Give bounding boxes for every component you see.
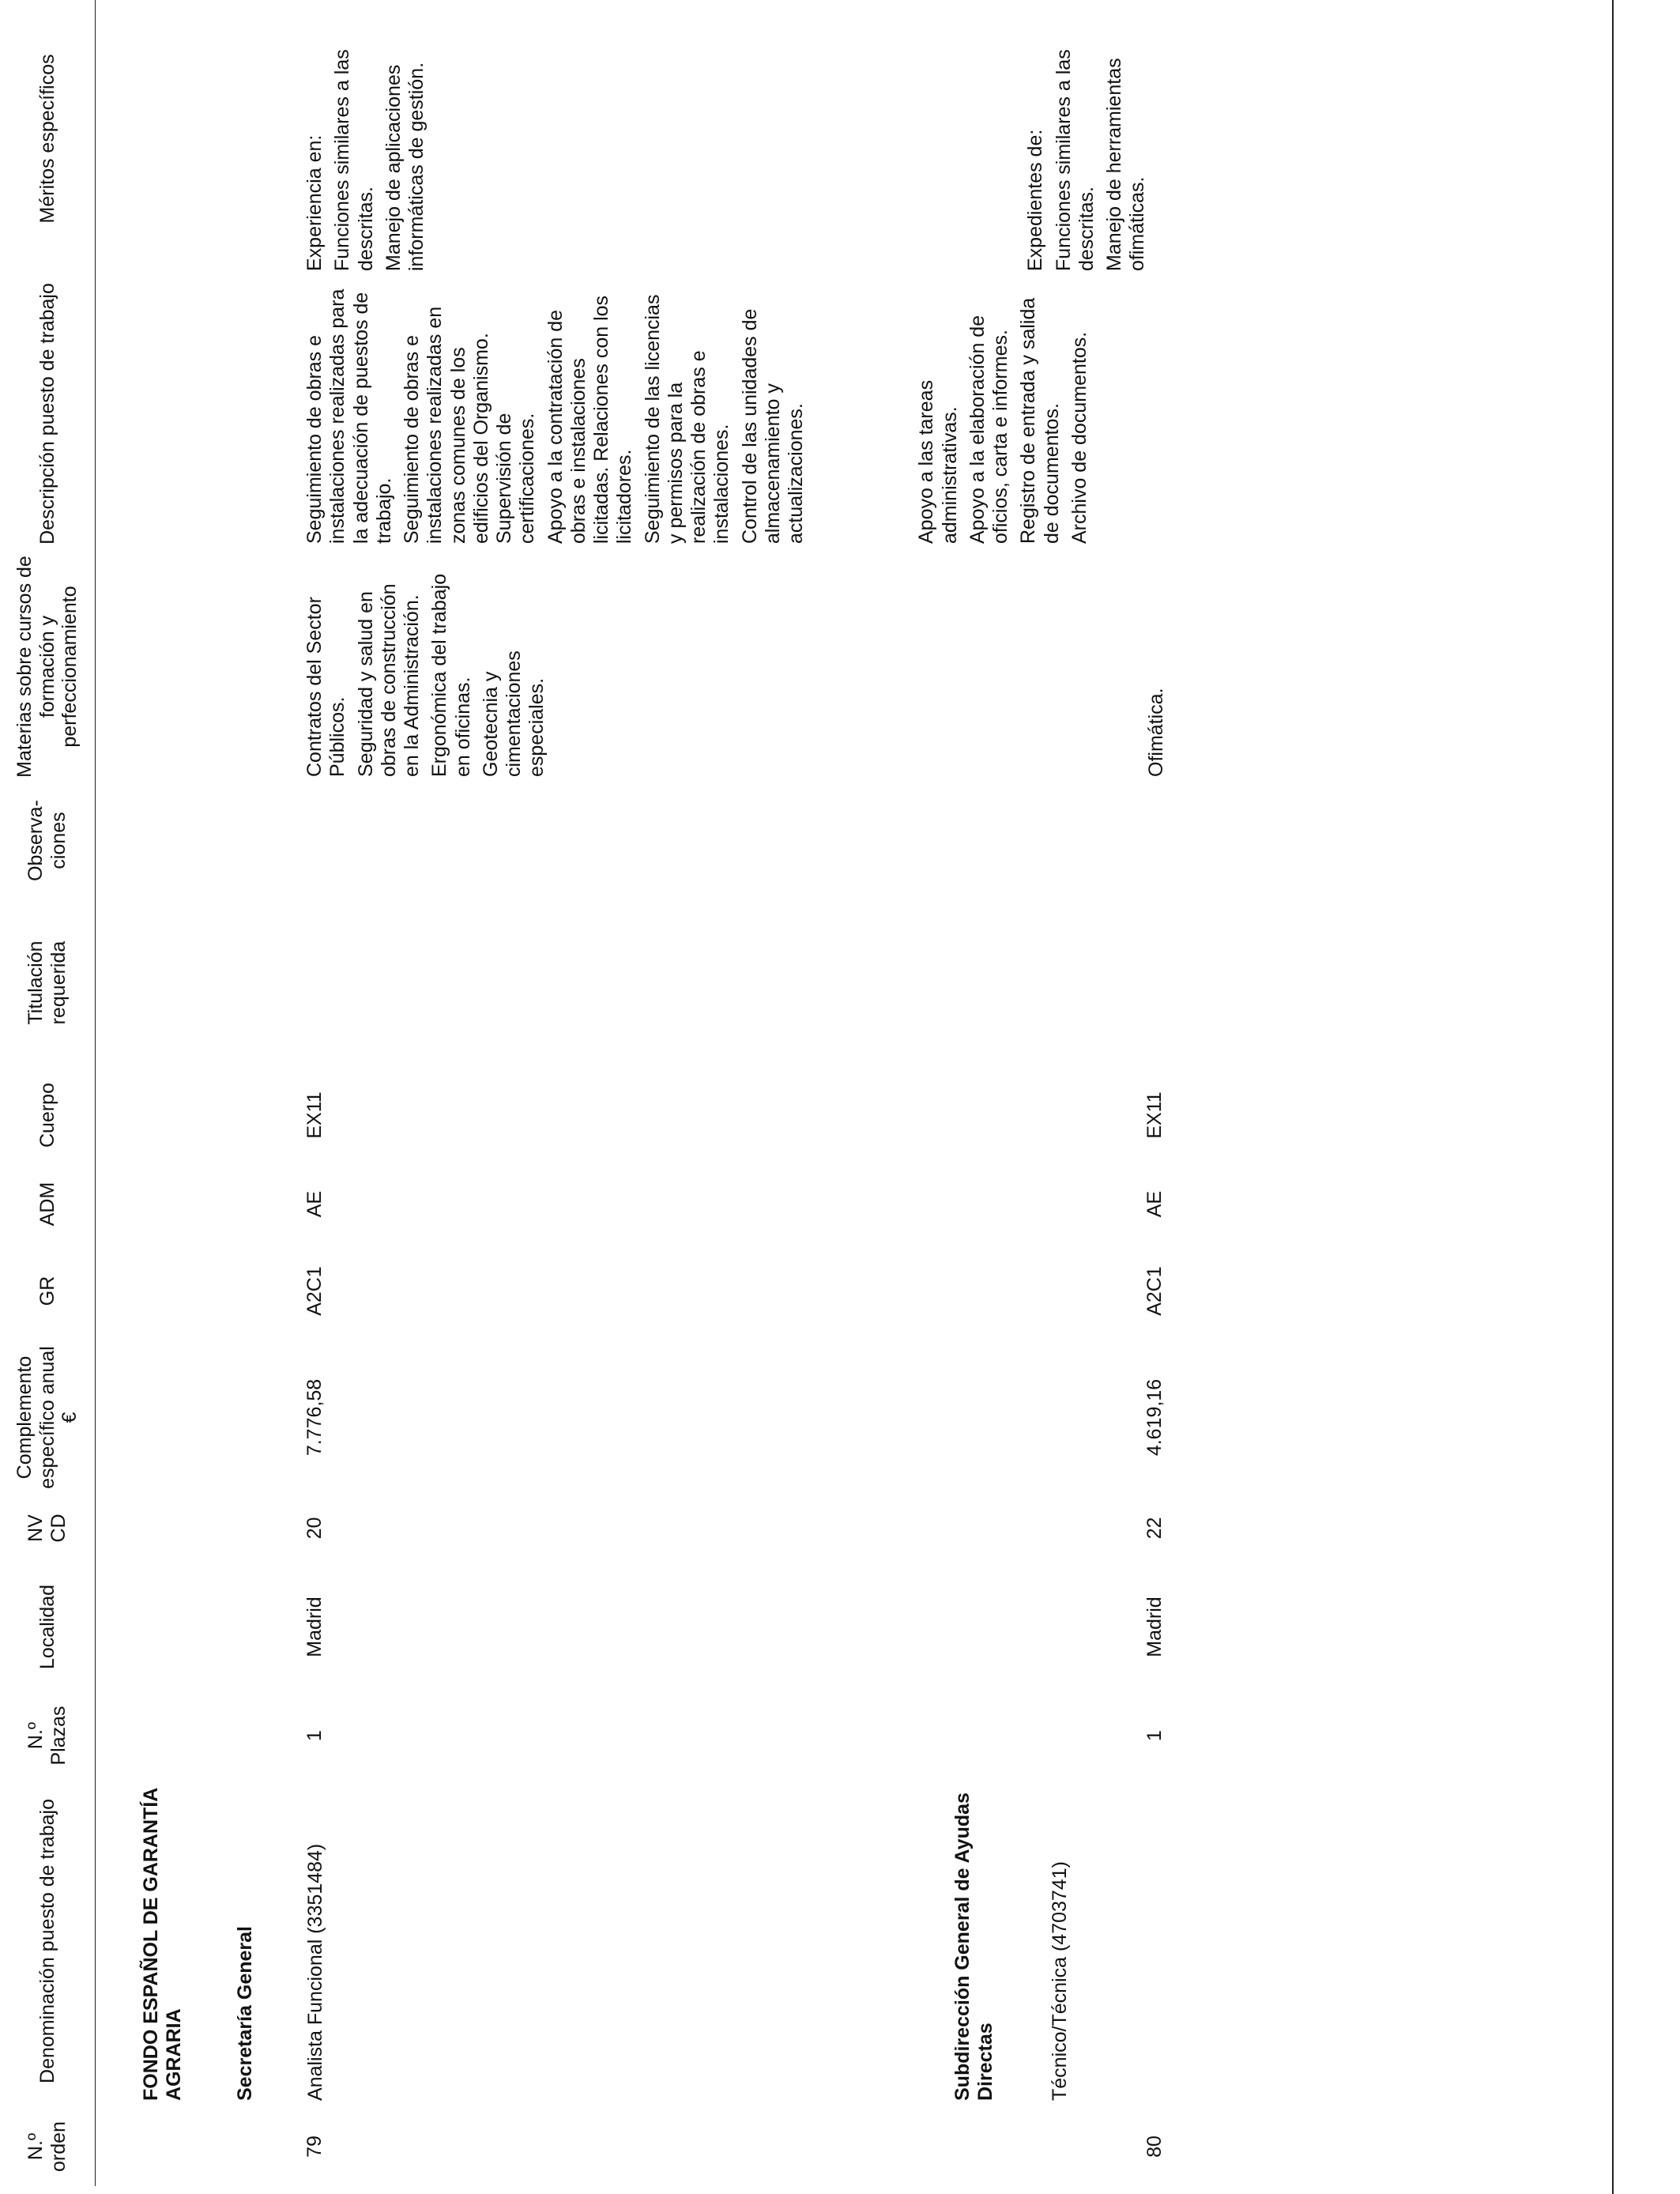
materias-79-item: Seguridad y salud en obras de construcción en la Administración. bbox=[354, 583, 423, 777]
descripcion-79-item: Control de las unidades de almacenamiento y actualizaciones. bbox=[738, 308, 807, 544]
grupo-79: A2C1 bbox=[303, 1266, 326, 1316]
meritos-cell bbox=[96, 0, 1613, 277]
cuerpo-cell bbox=[96, 1068, 1613, 1163]
header-orden: N.º orden bbox=[0, 2107, 96, 2186]
orden-cell bbox=[96, 2107, 1613, 2186]
header-descripcion: Descripción puesto de trabajo bbox=[0, 277, 96, 550]
unidad-subdireccion-ayudas: Subdirección General de Ayudas Directas bbox=[951, 1793, 997, 2101]
meritos-80-item: Expedientes de: bbox=[1024, 129, 1047, 271]
header-meritos: Méritos específicos bbox=[0, 0, 96, 277]
nivel-cell bbox=[96, 1498, 1613, 1558]
nivel-80: 22 bbox=[1143, 1517, 1166, 1540]
descripcion-cell bbox=[96, 277, 1613, 550]
denominacion-cell bbox=[96, 1775, 1613, 2107]
header-localidad: Localidad bbox=[0, 1558, 96, 1696]
table-body-row bbox=[96, 0, 1613, 2186]
orden-79: 79 bbox=[303, 2136, 326, 2158]
materias-cell bbox=[96, 550, 1613, 783]
denominacion-80: Técnico/Técnica (4703741) bbox=[1048, 1861, 1071, 2101]
cuerpo-80: EX11 bbox=[1143, 1091, 1166, 1139]
meritos-80-item: Manejo de herramientas ofimáticas. bbox=[1103, 58, 1149, 271]
complemento-80: 4.619,16 bbox=[1143, 1378, 1166, 1457]
grupo-cell bbox=[96, 1246, 1613, 1336]
nivel-79: 20 bbox=[303, 1517, 326, 1540]
localidad-79: Madrid bbox=[303, 1596, 326, 1657]
plazas-80: 1 bbox=[1143, 1730, 1166, 1741]
header-nivel: NV CD bbox=[0, 1498, 96, 1558]
header-cuerpo: Cuerpo bbox=[0, 1068, 96, 1163]
header-row bbox=[0, 0, 96, 2186]
unidad-secretaria-general: Secretaría General bbox=[233, 1926, 256, 2101]
adm-79: AE bbox=[303, 1190, 326, 1218]
plazas-cell bbox=[96, 1696, 1613, 1775]
meritos-80-item: Funciones similares a las descritas. bbox=[1052, 49, 1098, 271]
adm-cell bbox=[96, 1163, 1613, 1246]
descripcion-79-item: Seguimiento de las licencias y permisos para la realización de obras e instalaciones. bbox=[641, 294, 733, 544]
denominacion-79: Analista Funcional (3351484) bbox=[303, 1843, 326, 2101]
header-observaciones: Observa- ciones bbox=[0, 783, 96, 898]
header-titulacion: Titulación requerida bbox=[0, 898, 96, 1068]
descripcion-80-item: Registro de entrada y salida de documentos. bbox=[1017, 297, 1063, 544]
titulacion-cell bbox=[96, 898, 1613, 1068]
organismo-heading: FONDO ESPAÑOL DE GARANTÍA AGRARIA bbox=[140, 1788, 186, 2101]
complemento-cell bbox=[96, 1336, 1613, 1498]
header-grupo: GR bbox=[0, 1246, 96, 1336]
header-plazas: N.º Plazas bbox=[0, 1696, 96, 1775]
complemento-79: 7.776,58 bbox=[303, 1378, 326, 1457]
descripcion-79-item: Seguimiento de obras e instalaciones realizadas para la adecuación de puestos de trabajo. bbox=[303, 288, 395, 544]
adm-80: AE bbox=[1143, 1190, 1166, 1218]
orden-80: 80 bbox=[1143, 2136, 1166, 2158]
descripcion-79-item: Seguimiento de obras e instalaciones realizadas en zonas comunes de los edificios del Organismo. Supervisión de certificaciones. bbox=[401, 306, 539, 544]
observaciones-cell bbox=[96, 783, 1613, 898]
header-adm: ADM bbox=[0, 1163, 96, 1246]
descripcion-80-item: Apoyo a las tareas administrativas. bbox=[915, 379, 961, 544]
bottom-rule bbox=[1612, 0, 1614, 2194]
plazas-79: 1 bbox=[303, 1730, 326, 1741]
header-materias: Materias sobre cursos de formación y perfeccionamiento bbox=[0, 550, 96, 783]
localidad-cell bbox=[96, 1558, 1613, 1696]
materias-79-item: Contratos del Sector Públicos. bbox=[303, 597, 349, 777]
descripcion-79-item: Apoyo a la contratación de obras e instalaciones licitadas. Relaciones con los licitadores. bbox=[544, 295, 636, 544]
descripcion-80-item: Archivo de documentos. bbox=[1068, 331, 1090, 544]
header-complemento: Complemento específico anual € bbox=[0, 1336, 96, 1498]
materias-79-item: Ergonómica del trabajo en oficinas. bbox=[428, 573, 474, 777]
cuerpo-79: EX11 bbox=[303, 1091, 326, 1139]
localidad-80: Madrid bbox=[1143, 1596, 1166, 1657]
meritos-79-item: Experiencia en: bbox=[303, 134, 326, 271]
grupo-80: A2C1 bbox=[1143, 1266, 1166, 1316]
header-denominacion: Denominación puesto de trabajo bbox=[0, 1775, 96, 2107]
descripcion-80-item: Apoyo a la elaboración de oficios, carta e informes. bbox=[966, 315, 1011, 544]
meritos-79-item: Funciones similares a las descritas. bbox=[331, 49, 377, 271]
meritos-79-item: Manejo de aplicaciones informáticas de gestión. bbox=[382, 62, 428, 271]
materias-79-item: Geotecnia y cimentaciones especiales. bbox=[479, 650, 548, 777]
materias-80-item: Ofimática. bbox=[1144, 688, 1167, 777]
